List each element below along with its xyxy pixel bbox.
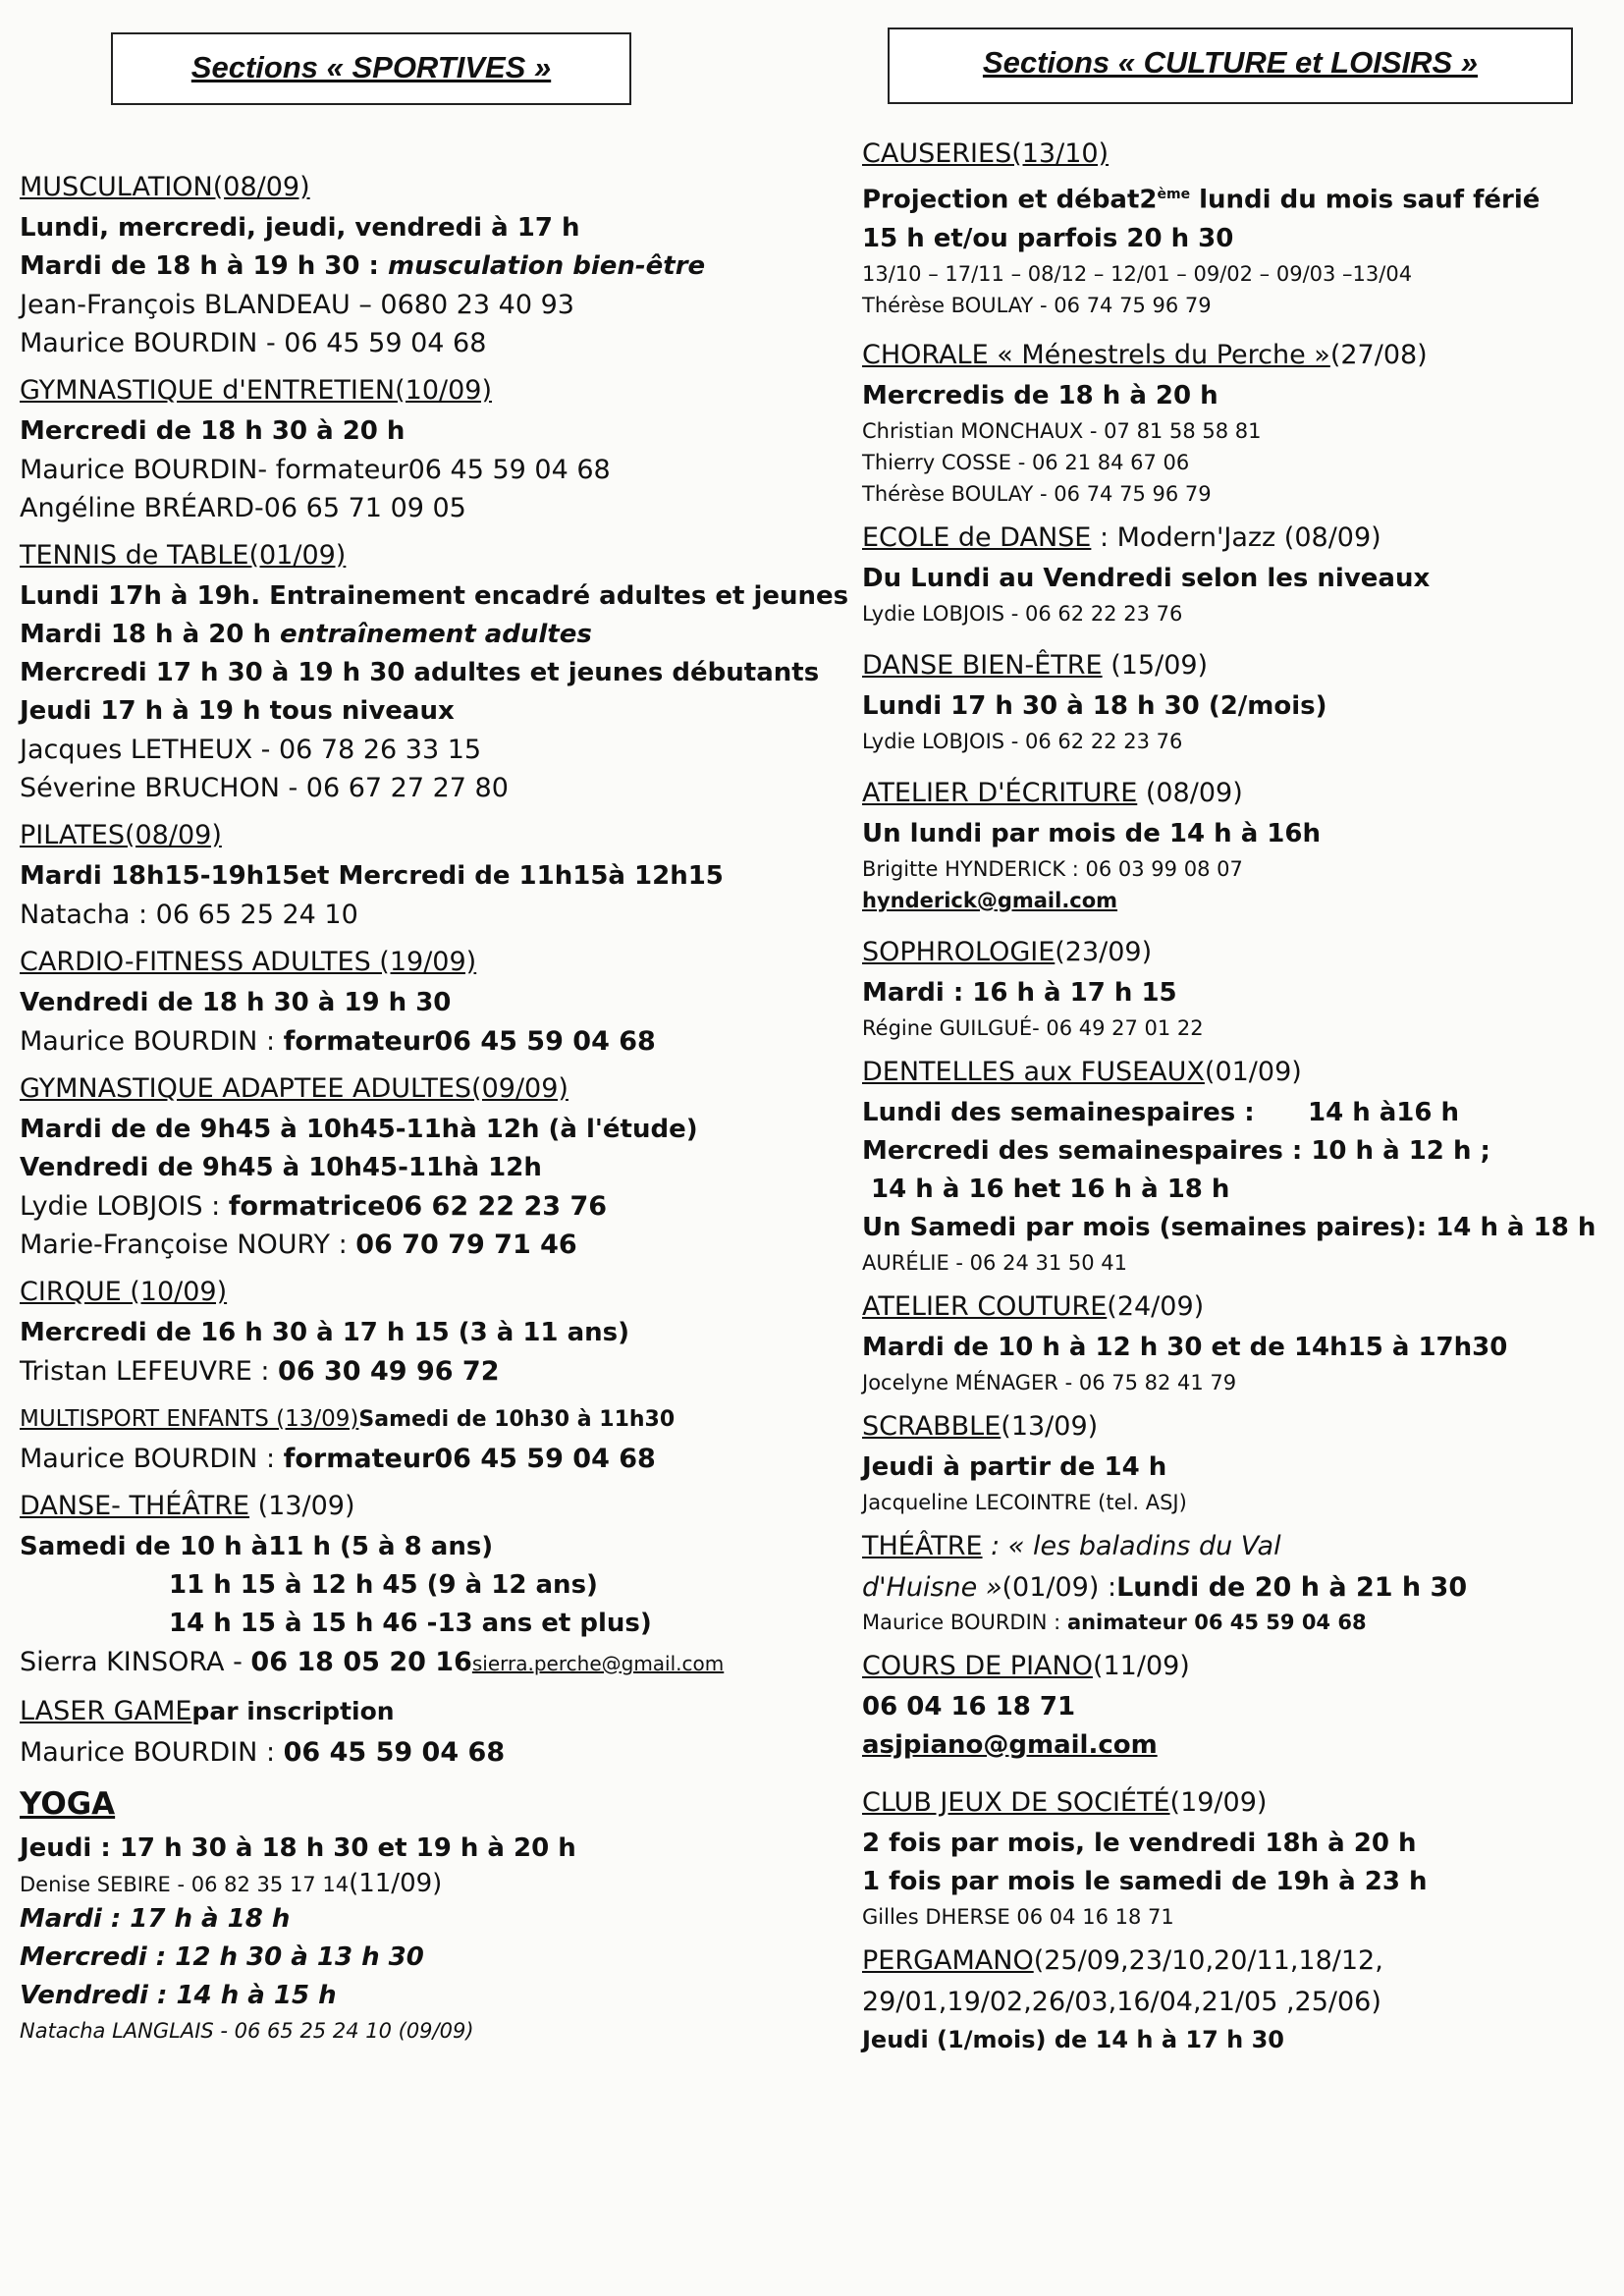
section-ecole-de-danse (862, 519, 1608, 629)
schedule-line: 1 fois par mois le samedi de 19h à 23 h (862, 1866, 1428, 1896)
section-heading-tail: (01/09) (1204, 1056, 1302, 1087)
section-multisport (20, 1400, 805, 1478)
dates-line: 29/01,19/02,26/03,16/04,21/05 ,25/06) (862, 1986, 1381, 2017)
section-heading-tail: (25/09,23/10,20/11,18/12, (1033, 1944, 1383, 1976)
section-heading: GYMNASTIQUE ADAPTEE ADULTES(09/09) (20, 1073, 568, 1104)
section-heading: THÉÂTRE (862, 1530, 983, 1561)
section-heading: CIRQUE (10/09) (20, 1277, 228, 1307)
section-laser-game (20, 1693, 805, 1772)
section-heading: SCRABBLE (862, 1410, 1001, 1442)
schedule-line: Mercredi des semainespaires : 10 h à 12 h ; (862, 1135, 1490, 1166)
section-heading: CHORALE « Ménestrels du Perche » (862, 339, 1330, 370)
section-heading-tail: (24/09) (1107, 1290, 1205, 1322)
schedule-line: 2 fois par mois, le vendredi 18h à 20 h (862, 1828, 1417, 1858)
schedule-line: Vendredi de 18 h 30 à 19 h 30 (20, 988, 452, 1017)
section-cardio-fitness (20, 944, 805, 1061)
contact-line: Jacqueline LECOINTRE (tel. ASJ) (862, 1490, 1187, 1514)
contact-line: Jacques LETHEUX - 06 78 26 33 15 (20, 735, 482, 765)
schedule-line: Mardi de 10 h à 12 h 30 et de 14h15 à 17h30 (862, 1332, 1508, 1362)
section-cirque (20, 1274, 805, 1391)
schedule-line: Mercredi : 12 h 30 à 13 h 30 (20, 1942, 424, 1972)
culture-title: Sections « CULTURE et LOISIRS » (888, 27, 1573, 104)
section-heading: YOGA (20, 1786, 116, 1822)
schedule-line: Mardi 18h15-19h15et Mercredi de 11h15à 12h15 (20, 861, 724, 891)
section-yoga (20, 1785, 805, 2047)
contact-line: Jean-François BLANDEAU – 0680 23 40 93 (20, 290, 574, 320)
section-atelier-ecriture (862, 775, 1608, 916)
section-heading-tail: (08/09) (1137, 777, 1243, 808)
section-heading-tail: par inscription (191, 1697, 395, 1725)
section-heading: GYMNASTIQUE d'ENTRETIEN(10/09) (20, 375, 493, 406)
schedule-line: Jeudi 17 h à 19 h tous niveaux (20, 696, 455, 726)
contact-line: Maurice BOURDIN : 06 45 59 04 68 (20, 1737, 506, 1768)
schedule-line: 11 h 15 à 12 h 45 (9 à 12 ans) (169, 1570, 598, 1600)
contact-line: Maurice BOURDIN : formateur06 45 59 04 68 (20, 1444, 656, 1474)
section-chorale (862, 337, 1608, 510)
schedule-line: Lundi 17h à 19h. Entrainement encadré adultes et jeunes (20, 581, 849, 611)
contact-line: AURÉLIE - 06 24 31 50 41 (862, 1250, 1127, 1275)
section-heading: CARDIO-FITNESS ADULTES (19/09) (20, 947, 477, 977)
contact-line: Lydie LOBJOIS : formatrice06 62 22 23 76 (20, 1191, 608, 1222)
section-heading: SOPHROLOGIE (862, 936, 1056, 967)
section-tennis-de-table (20, 537, 849, 807)
section-dentelles (862, 1054, 1608, 1279)
schedule-line: Jeudi (1/mois) de 14 h à 17 h 30 (862, 2025, 1284, 2053)
section-heading-tail: : « les baladins du Val (982, 1530, 1281, 1561)
section-heading-tail: (13/09) (249, 1491, 355, 1521)
contact-line: Thierry COSSE - 06 21 84 67 06 (862, 450, 1190, 474)
section-gymnastique-entretien (20, 372, 805, 527)
schedule-line: Mercredi de 16 h 30 à 17 h 15 (3 à 11 ans) (20, 1318, 629, 1347)
section-gymnastique-adaptee (20, 1070, 805, 1264)
sportives-title: Sections « SPORTIVES » (111, 32, 631, 105)
schedule-line: Vendredi : 14 h à 15 h (20, 1981, 337, 2010)
section-theatre (862, 1528, 1608, 1638)
schedule-line: Projection et débat2ème lundi du mois sauf férié (862, 185, 1541, 215)
email-link[interactable]: hynderick@gmail.com (862, 888, 1118, 912)
schedule-line: Mardi de 18 h à 19 h 30 : musculation bien-être (20, 251, 706, 281)
contact-line: Maurice BOURDIN- formateur06 45 59 04 68 (20, 455, 611, 485)
section-atelier-couture (862, 1288, 1608, 1398)
section-scrabble (862, 1408, 1608, 1518)
section-heading: ATELIER COUTURE (862, 1290, 1108, 1322)
contact-line: Gilles DHERSE 06 04 16 18 71 (862, 1904, 1174, 1929)
section-heading: CAUSERIES(13/10) (862, 138, 1110, 169)
section-heading: LASER GAME (20, 1696, 192, 1726)
schedule-line: Mercredi de 18 h 30 à 20 h (20, 416, 406, 446)
schedule-line: Lundi 17 h 30 à 18 h 30 (2/mois) (862, 690, 1327, 721)
contact-line: Tristan LEFEUVRE : 06 30 49 96 72 (20, 1356, 500, 1387)
schedule-line: Mardi : 17 h à 18 h (20, 1904, 291, 1934)
contact-line: Marie-Françoise NOURY : 06 70 79 71 46 (20, 1230, 577, 1260)
section-heading: PERGAMANO (862, 1944, 1034, 1976)
schedule-line: Mardi 18 h à 20 h entraînement adultes (20, 620, 592, 649)
contact-line: Christian MONCHAUX - 07 81 58 58 81 (862, 418, 1262, 443)
contact-line: Maurice BOURDIN - 06 45 59 04 68 (20, 328, 487, 358)
phone-line: 06 04 16 18 71 (862, 1691, 1076, 1722)
contact-line: Régine GUILGUÉ- 06 49 27 01 22 (862, 1015, 1204, 1040)
schedule-line: Jeudi : 17 h 30 à 18 h 30 et 19 h à 20 h (20, 1833, 576, 1863)
contact-line: Lydie LOBJOIS - 06 62 22 23 76 (862, 729, 1183, 753)
contact-line: Thérèse BOULAY - 06 74 75 96 79 (862, 481, 1212, 506)
contact-line: Maurice BOURDIN : animateur 06 45 59 04 68 (862, 1610, 1367, 1634)
section-heading: TENNIS de TABLE(01/09) (20, 540, 347, 571)
schedule-line: Mardi : 16 h à 17 h 15 (862, 977, 1177, 1008)
contact-line: Séverine BRUCHON - 06 67 27 27 80 (20, 773, 509, 803)
schedule-line: Mercredis de 18 h à 20 h (862, 380, 1218, 410)
schedule-line: Mercredi 17 h 30 à 19 h 30 adultes et jeunes débutants (20, 658, 820, 687)
section-heading: MULTISPORT ENFANTS (13/09) (20, 1406, 359, 1432)
section-heading: MUSCULATION(08/09) (20, 172, 310, 202)
section-heading: DANSE BIEN-ÊTRE (862, 649, 1103, 681)
schedule-line: 15 h et/ou parfois 20 h 30 (862, 223, 1234, 253)
section-heading: ATELIER D'ÉCRITURE (862, 777, 1138, 808)
contact-line: Natacha LANGLAIS - 06 65 25 24 10 (09/09) (20, 2019, 474, 2043)
section-heading: COURS DE PIANO (862, 1650, 1093, 1681)
section-heading-tail: (15/09) (1102, 649, 1209, 681)
dates-line: 13/10 – 17/11 – 08/12 – 12/01 – 09/02 – 09/03 –13/04 (862, 261, 1413, 286)
contact-line: Thérèse BOULAY - 06 74 75 96 79 (862, 293, 1212, 317)
contact-line: Denise SEBIRE - 06 82 35 17 14(11/09) (20, 1869, 443, 1898)
section-heading-tail: (13/09) (1001, 1410, 1099, 1442)
contact-line: Sierra KINSORA - 06 18 05 20 16sierra.perche@gmail.com (20, 1647, 725, 1677)
section-danse-bien-etre (862, 647, 1608, 757)
contact-line: Brigitte HYNDERICK : 06 03 99 08 07 (862, 856, 1243, 881)
schedule-line: Mardi de de 9h45 à 10h45-11hà 12h (à l'étude) (20, 1115, 698, 1144)
section-musculation (20, 169, 805, 362)
section-causeries (862, 136, 1608, 321)
contact-line: Angéline BRÉARD-06 65 71 09 05 (20, 493, 466, 523)
schedule-line: Vendredi de 9h45 à 10h45-11hà 12h (20, 1153, 542, 1182)
section-pilates (20, 817, 805, 934)
section-heading: PILATES(08/09) (20, 820, 222, 850)
schedule-line: Samedi de 10 h à11 h (5 à 8 ans) (20, 1532, 494, 1561)
contact-line: Jocelyne MÉNAGER - 06 75 82 41 79 (862, 1370, 1237, 1394)
schedule-line: Un lundi par mois de 14 h à 16h (862, 818, 1321, 848)
contact-line: Maurice BOURDIN : formateur06 45 59 04 68 (20, 1026, 656, 1057)
section-danse-theatre (20, 1488, 805, 1683)
section-heading-tail: (11/09) (1092, 1650, 1190, 1681)
section-pergamano (862, 1942, 1608, 2059)
section-heading: ECOLE de DANSE (862, 521, 1092, 553)
schedule-line: 14 h 15 à 15 h 46 -13 ans et plus) (169, 1609, 652, 1638)
email-link[interactable]: sierra.perche@gmail.com (471, 1652, 725, 1675)
section-heading-tail: : Modern'Jazz (08/09) (1091, 521, 1381, 553)
section-heading: DANSE- THÉÂTRE (20, 1491, 250, 1521)
section-sophrologie (862, 934, 1608, 1044)
schedule-line: d'Huisne »(01/09) :Lundi de 20 h à 21 h 30 (862, 1571, 1468, 1603)
schedule-line: Un Samedi par mois (semaines paires): 14 h à 18 h (862, 1212, 1597, 1242)
section-heading-tail: (27/08) (1329, 339, 1428, 370)
section-heading-tail: Samedi de 10h30 à 11h30 (358, 1407, 676, 1432)
section-cours-de-piano (862, 1648, 1608, 1765)
section-heading: DENTELLES aux FUSEAUX (862, 1056, 1205, 1087)
schedule-line: 14 h à 16 het 16 h à 18 h (862, 1174, 1230, 1204)
section-heading-tail: (23/09) (1055, 936, 1153, 967)
section-heading: CLUB JEUX DE SOCIÉTÉ (862, 1786, 1170, 1818)
schedule-line: Lundi, mercredi, jeudi, vendredi à 17 h (20, 213, 580, 243)
contact-line: Lydie LOBJOIS - 06 62 22 23 76 (862, 601, 1183, 626)
section-heading-tail: (19/09) (1169, 1786, 1268, 1818)
section-club-jeux (862, 1784, 1608, 1933)
schedule-line: Jeudi à partir de 14 h (862, 1451, 1167, 1482)
contact-line: Natacha : 06 65 25 24 10 (20, 900, 358, 930)
email-link[interactable]: asjpiano@gmail.com (862, 1729, 1158, 1760)
schedule-line: Du Lundi au Vendredi selon les niveaux (862, 563, 1431, 593)
schedule-line: Lundi des semainespaires : 14 h à16 h (862, 1097, 1460, 1127)
